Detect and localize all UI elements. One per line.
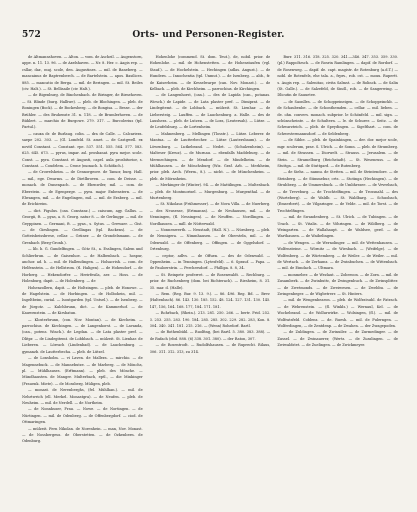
index-entry-block: — de Siehs. — nannu. de Stetten. — mil. de Strintendore. — de Steinberg. — de Stimmebur, crts. — Stotinga (Hechingen). — de Strubberg. — de Ummersbuck. — de Umbhrssee. — de Vevrebach, — de Treveburg. — de Trochtelfingen. — de Trossnahl. — des (Wurteberg). — de Waldb. — St. Waldbarg. — Schuobach, (Emserbert). — de Vilgaringer. — de Velde. — mil. de Torst. — de Trochtelfingen.	[277, 170, 399, 213]
index-entry-block: — de Langenhorst, (can.). — des de Lapida (can., potanas. Wirsch.) de Lapide. — de Lata plaster pref. — Dimiprat. — de Lindegitemt. — de Lobbach. — mülzeit. St. Lienhar. — de Liebersteig. — Lauffen. — de Lauchenburg. a. Halle. — des de Laushera. — pleb. de Lutzen. — de Lora, (Leutersah). — Lütze. — de Leufelsburg. — de Lortenheim.	[149, 93, 271, 130]
index-entry-block: — Merkinger de (Winter). 94. — de Mattilingen. — Multesbach. — pleb. de Montmorisel. — Murgenburg. — Murgenthal. — de Murtenberg.	[149, 183, 271, 200]
index-column-left	[22, 54, 143, 492]
index-entry-block: — monmeber. — de Wezlaut. — Zoberoon. — de Zorn. — mil. de Zusamberk. — de Zwinbuttc, de Zwingenbuch. — de Zwinsplitter. — de Zwetmonds. — de Zweiwesen. — de Zwebbu. — de Zwingenbeger. — de Wigbetrerr. — St. Hinters.	[277, 272, 399, 297]
index-entry-block: — St. Nikolaus (Frühmesser). — de Nova Villa. — de Nuerberg. — des Neusesse, (Ertmanns). — de Neuhausen, mil. — de Nenningen, (fl. Nessingen). — de Neuffen. — Nordlingen. — Nordhausen. — mill. de Nütterwald.	[149, 202, 271, 226]
index-entry-block: — ceptor, adlvs. — de Offuen. — des de Odenwald. — Oppenheim. — in Tenningen. (Lytesfeld). — 6. Sprauf. — Papa. — de Pauloerstrin. — Perchersdorf. — Phillipa. 8. 8, 34.	[149, 253, 271, 271]
index-entry-block: Burr. 311. 316. 318. 325. 320. 341.—346. 347. 353. 359. 330. (pl.) Rappoltzsch. — de Rosrin Ramlingen. — dapif. de Rordorf. — de Rosenweg. — dapif. de. capt. magistr. de Rotenburg (a.d.T.) — nobl. de Rotenfels, ehe tala. a., frprs., rob. cst. — mouu. Rupertt. s. Augis rep. — Salenitao, civita Salmst. — de Rolinck. — de Salin (St. Galle.). — de Salzefeld, de Sindl., rob. — de Sangerwing. — Dlicutin de Sauuetee.	[277, 55, 399, 98]
index-columns	[22, 54, 398, 492]
index-entry-block: — mülzeit. Fern Nikolan. de Norenhein. — man, Nov. Monast. — de Nossbergeus. de Oberstetten. — de Ozkenbern. de Odenburg.	[22, 426, 143, 444]
index-entry-block: — Rohrbach, (Rhein.). 213. 281. 250. 266. — bertr. Frid. 252. 3. 253. 255. 283. 190. 184. 285. 285. 302. 229. 282. 283, Kon. 8. 304. 340. 341. 181. 215. 216. — (Wenn) Rohrdorf. Bartl.	[149, 311, 271, 329]
index-entry-block: — de Bigenburg. de Binchenbach. de Biringer, de Birnehoven. — St. Blinde (burg. Halliwe). — pleb. de Blochingen. — pleb. de Boningen (Bock). — de Bockesberg. — de Bongisa. — Besse. — der Brühler. — des Bruhenste 31. n. 118. — de Brumlerhoven. — de Bühlert. — marchio de Burgowe. 279. 317. — Burcolerius (tpl. Partul.).	[22, 93, 143, 130]
index-entry-block: — de Saonlles. — de Schoppeineigen. — de Schoppeinckb. — de Schaubenbe. — de Schonthemden. — cellar. — mil. lieben. — de. ohn. convers. monach. subprior. le Schönfeld. — mil. sign. — schünscheinte. — de Schultern. — le. de Schurer. — Seitz. — de Schwarzteich. — pleb. de Speydingen. — Sigelthart. — com. de Schwestermannsdorf. — de Seldenberg.	[277, 99, 399, 136]
index-entry-block: — de Zuldingen. — de Zwinuiler. — de Zurmedinger. — de Zussel. — de Zwinauerer, (Wertz. — de Zusslingen. — de Zwiwaldstet. — de Zuelingen. — de Zwickmeyer.	[277, 330, 399, 348]
index-column-right	[277, 54, 398, 492]
index-entry-block: — Klosterbrunn, (con. Nov. Montan). — de Kircheim. — parrochius. de Kirchingen. — de Langenhorst. — de Lavanda, (can., potens. Winch.). de Legdan. — de Lata plaster pref. — Dlitpr. — de Lindegitemt. de Lobbbach. — mülzeit. St. Lienhar. de Lieberen. — Lörrach (Lindenbad). — de Lauchenburg. — gymanzb. de Lautterbecha. — pleb. de Lützel.	[22, 317, 143, 354]
running-title: Orts- und Personen-Register.	[132, 30, 285, 40]
index-entry-block: — de Nonnhuser, Frau. — Nowe. — de Nortingen. — de Nürtingen. — mil. de Odenberg. — de Offenbergdorf. — ciod. de Ottmaringen.	[22, 407, 143, 425]
index-entry-block: Hohenlohe (commend. St. dom. Teut.), de, nobil. prior. de Hohenlohe. — mil. de Hohenstetten. — de Hohenstaufen (vgl. Stauf.). — de Hochelstein. — Hechingen (adlas. Angust.). — de Hundern. — Innochentia (tpl. Unmut.). — de Isenberg. — abb., fr. de Kaiserheim. — de Kesselwarpe (can. Nov. Monast.). — de Kelbach. — pleb. de Kirchheim. — parrochius. de Kirchingen.	[149, 55, 271, 92]
index-entry-block: — St. Reinpetr. proferret. — de Rosenwaldt. — Rechburg. — prior. de Ruchenberg (dom. bei Richterach). — Riesheim, 8. 31. 35. mar. d. (Halle).	[149, 272, 271, 290]
index-entry-block: — monast. de Nerenberghs, (fel. Mühlhan.). — mil. de Nehrtwrich (ell. Merkel. Monastgra). — de Neufen. — pleb. de Neuheim. — mil. de Nerdell. — de Northeim.	[22, 388, 143, 405]
page-header	[22, 30, 395, 44]
index-entry-block: — Rem. (Reg. Bur. 9. 13. 9.). — 86. 496. Reg. Bd. — Brev. (Haltenbach). 86. 143. 130. 185. 152. 48. 124. 127. 131. 130. 145. 147, 156, 164. 168. 177, 184. 171. 181.	[149, 292, 271, 309]
index-entry-block: — Nonnenwerth. — Neustadt, (Hall. N.). — Nürnberg. — pleb. de Nennigera. — Nimmhausen. — de Obersteln, mil. — de Odenwald. — de Offenberg. — Offingen. — de Oggelsdorf. — Ortenburg.	[149, 227, 271, 252]
index-entry-block: — de Rothenbühl. — Ruolfing, (bei Bartl. 5. 380. 383. 388). — de Rufach (ebd. 888. (6) 338. 301. 380). — der Raton, 307.	[149, 330, 271, 341]
index-entry-block: — Mahnenberg. — Mellingen (Tlosstr.). — Lütze. Leberer. de Mantua. — de Lautterbecher. — Lütze (Lautersbaum). — de Löwenburg. — Lutkebrand. — Nedet. — (Schulzenheim). — Malteser (Kreuz). — de Murnau. — ebenfalls Maddeburg. — de Mermechingen. — de Mendorf. — de Mindelheim. — de Mühlhausen. — de Mönchsburg (Wiz. Graf. Arb. — Merkheim, prior. pleb. Arch. (Werm., 8.). — nicht. — de Münchenheim. — pleb. de Mörnsheim.	[149, 131, 271, 181]
index-entry-block: — de Lonsholm. — vi Laven. de Mallera. — mirchio. — de Magennebuck. — de Mannebutze. — de Marberg. — de Mönchs, pl. — Mühlhauses. (Erftmann). — pleb. des Mönche. — Mündhausten. de Manger. Multerbach, eptl., — die Minkinger (Frauenk. Miete). — de Mossberg. Müligen, pleb.	[22, 356, 143, 386]
index-entry-block: — de Wengen. — de Wernolinger. — mil. de Wettenhausen. — Wolfensteine. — Wörnitz — de Wiesbach. — (Weifelge). — de Wolfenberg. — de Würtemberg. — de Weiler. — de Weiler. — mil. de Wertach. — de Zerhamz. — de Zwinbuchen. — de Wittenbach. — mil. de Eimdach. — Ultmara.	[277, 240, 399, 271]
index-entry-block: — de Sibbe. — pleb. de Spainhingen, — der. dor. mejor scole, mgr. sculerum, prae. S. Ulrich. — de Somn. — pleb. de Strumberg. — mil. de Strassen. — Diorwelt. — Strauss. — Jerusalem. — de Stein. — Stramelburg (Reichstadt). — St. Wesenruss. — de Stuttga. — mil. de Stuttgard. — de Rutenberg.	[277, 138, 399, 168]
index-entry-block: — dict. Figulus. (can. Constanz.) — caiscum, agy. Gallus. — Georgii, ft. — pyas, a. 8. Georg. natur 8. — de Gerlingpr. — mil. de Geyppinen. — Germani, ft. — pyas., s. Sytus. — Grewaer. — Gist. — de Gieslingen. — Geellingas (tpl. Backens). — de Gotteisbeissbrese, cellar. — Grüner. — de Grondelsmann. — de Grenbach (Berg-Gronb.).	[22, 208, 143, 245]
index-entry-block: — de Crowelsheim. — de Cennorgeore. de Tamor, burg. Hall. — mil., ege. Dwarms. — de Dietlbroven. — com. de Deisse. — monach. de Dunenpach. — de Ebenwiler, mil. — com. de Eberstein. — de Egenperge. — pyra. major Enbenstern. — de Elwangen, mil. — de Engelingen, mil. — mil. de Eraberg. — mil. de Erichireim.	[22, 170, 143, 207]
index-column-middle	[150, 54, 271, 492]
index-entry-block: — de Rosentrodt. — Rudolfshausen. — de Ruprecht. Rilaus, 306. 311. 312. 313, zu 314.	[149, 343, 271, 354]
index-entry-block: — cauxa dr. de Burlaug. colin. — dra de Calle. — Calcariera. saepe 202. 303. — (Gl. Lomfeld. St. amet. — de Castgwell. ex novitl Constant. — Constant. rpe. 537. 551. 555. 564. 577. 583. 625. 645. 673. — pyrus, impar. asl. prosbanat. pyra mejor. scole. Const. — pyra. Constant. et Augusti, capel. aula prosbitorior, s. Constant. — Coudrlem. — Crone (monach. h. Schöfach.).	[22, 131, 143, 168]
index-entry-block: — mil. de Swandenberg. — St. Ulrich. — de Tubingen. — de Urach. — St. Vitalis. — de Vöhringen. — de Wildberg. — de Weingarten. — de Wallahaupt. — de Waldsee, gerd. — de Warthausen. — de Waibelingen.	[277, 215, 399, 239]
index-entry-block: Hohenzollern, dapit. — de Holtzingen. — pleb. de Honowe. — de Hagelstein. — de Horbingen. — de Holbohein, mil. — Ingeltbeim, curial. — Isoutgarden (tpl. Untsel.). — de Isenberg. — de Jürgotz. — Kalchbrunn, dict. — de Kammerhof. — de Kauwenstein. — de Kirsbatun.	[22, 285, 143, 316]
page-number: 572	[22, 30, 41, 40]
index-entry-block: — mil. de Wengenbearon. — pleb. de Wolfratsuhl. de Fatrach. — de Wehrenstein. — (fl. Winkls.) — Wernaul, Kel. — de Wochebrand. — de Wollurwirke. — Wolsingen, (fl.). — mil. de Wolfratsfeld. Coblenz. — de. Ruesh. — mil. de Fulerngen. — Wolferdingen, — de Zentdenp. — de Zwahen. — der Zwagepoden.	[277, 298, 399, 329]
index-entry-block: de Altmannshoven. — Alton. — vom. de Ascheil. — Augenstorn, appe. n. 11. 13. 96. — de Axelshaven. — Nr. 8. Her. c. Aagis rep. — csllar, dar., muj. scole, den. Augustines. — mil. de Baneberg. — mancainus de Baptrenberch. — de Bartelstein. — apos. Basilices. 885. — mancatio de Berga. — mil. de Beringen. — mil. St. Beiles (civ. Halt.). — St. Bellisaile (civ. Halt.).	[22, 55, 143, 92]
index-entry-block: — lib. b. G. Gundelfingen. — Götz St., a. Esslingen, Salem und Schlierbrun. — de Gaisenhoe. — de Halbenbach. — hospur, anchor. ad. h. — mil. de Hallendingen. — Holsacrish. — com. de Helfenstein. — de Hellstrom. (tl. Haligen). — de Hohendorf. — de Horberg. — Hekendorfer. — Herirfesila, aer. — Hoss. — de Holenburg, dapit. — de Holenberg. — de	[22, 247, 143, 284]
